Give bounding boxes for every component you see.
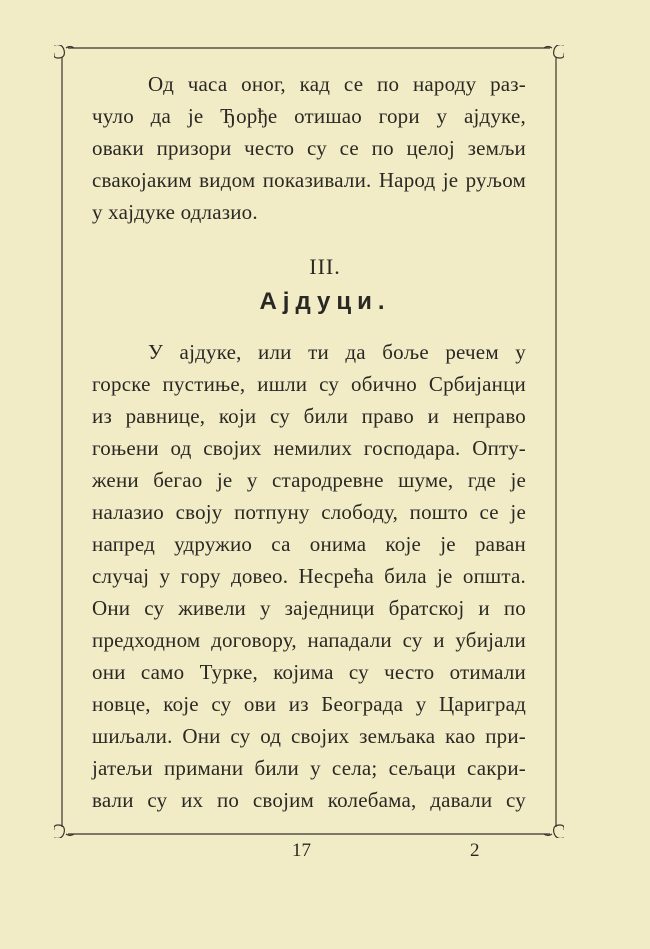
paragraph-2 xyxy=(92,336,526,816)
text-line: из равнице, који су били право и неправо xyxy=(92,404,526,428)
text-line: јатељи примани били у села; сељаци сакри- xyxy=(92,756,526,780)
chapter-number: III. xyxy=(309,254,341,279)
text-line: гоњени од својих немилих господара. Опту- xyxy=(92,436,526,460)
text-line: напред удружио са онима које је раван xyxy=(92,532,526,556)
text-line: чуло да је Ђорђе отишао гори у ајдуке, xyxy=(92,104,526,128)
text-line: свакојаким видом показивали. Народ је руљом xyxy=(92,168,526,192)
text-line: оваки призори често су се по целој земљи xyxy=(92,136,526,160)
text-line: у хајдуке одлазио. xyxy=(92,200,258,224)
text-line: случај у гору довео. Несрећа била је општа. xyxy=(92,564,526,588)
text-line: горске пустиње, ишли су обично Србијанци xyxy=(92,372,526,396)
text-line: шиљали. Они су од својих земљака као при- xyxy=(92,724,526,748)
text-line: новце, које су ови из Београда у Цариград xyxy=(92,692,526,716)
signature-mark: 2 xyxy=(470,840,480,861)
text-line: вали су их по својим колебама, давали су xyxy=(92,788,526,812)
text-line: Од часа оног, кад се по народу раз- xyxy=(148,72,526,96)
text-line: У ајдуке, или ти да боље речем у xyxy=(148,340,526,364)
body-text xyxy=(92,68,526,228)
page-number: 17 xyxy=(292,840,311,861)
chapter-title: Ајдуци. xyxy=(259,288,391,315)
text-line: Они су живели у заједници братској и по xyxy=(92,596,526,620)
text-line: налазио своју потпуну слободу, пошто се је xyxy=(92,500,526,524)
text-line: жени бегао је у стародревне шуме, где је xyxy=(92,468,526,492)
text-line: они само Турке, којима су често отимали xyxy=(92,660,526,684)
body-text-2 xyxy=(92,336,526,816)
text-line: предходном договору, нападали су и убијали xyxy=(92,628,526,652)
paragraph-1 xyxy=(92,68,526,228)
